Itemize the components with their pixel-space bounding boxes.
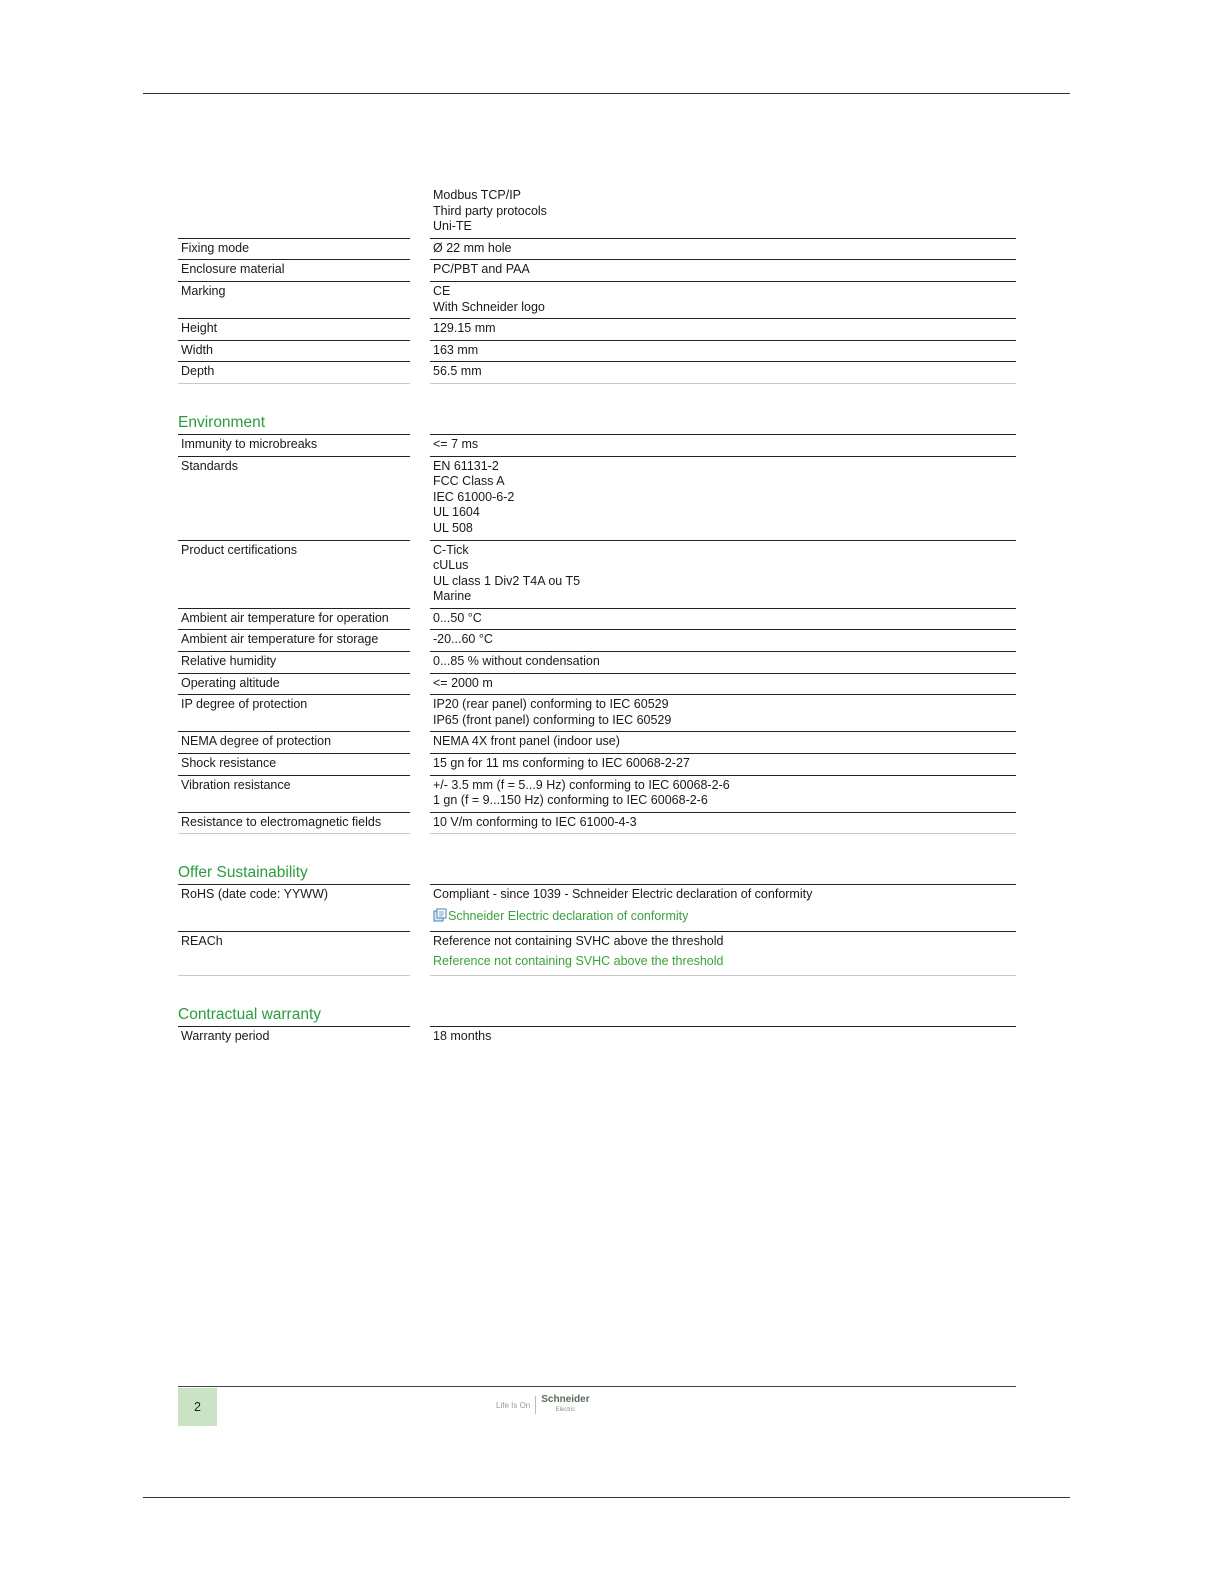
reach-svhc-link[interactable]: Reference not containing SVHC above the threshold xyxy=(433,954,724,969)
spec-row-nema-protection: NEMA degree of protection NEMA 4X front panel (indoor use) xyxy=(178,732,1016,754)
page-number-badge: 2 xyxy=(178,1388,217,1426)
sustainability-table xyxy=(178,884,1016,975)
spec-row-warranty: Warranty period 18 months xyxy=(178,1026,1016,1047)
section-title-environment: Environment xyxy=(178,413,266,431)
warranty-table xyxy=(178,1026,1016,1048)
spec-row-immunity: Immunity to microbreaks <= 7 ms xyxy=(178,434,1016,456)
rohs-declaration-link[interactable]: Schneider Electric declaration of conformity xyxy=(448,909,689,923)
general-table xyxy=(178,186,1016,384)
top-page-rule xyxy=(143,93,1070,94)
spec-row-temp-operation: Ambient air temperature for operation 0...50 °C xyxy=(178,608,1016,630)
spec-row-reach: REACh Reference not containing SVHC above the threshold Reference not containing SVHC above the threshold xyxy=(178,931,1016,975)
spec-row-humidity: Relative humidity 0...85 % without condensation xyxy=(178,652,1016,674)
datasheet-content xyxy=(178,186,1016,1047)
bottom-page-rule xyxy=(143,1497,1070,1498)
spec-row-fixing-mode: Fixing mode Ø 22 mm hole xyxy=(178,238,1016,260)
logo-brand: Schneider Electric xyxy=(541,1394,590,1413)
spec-row-width: Width 163 mm xyxy=(178,340,1016,362)
spec-row-emc: Resistance to electromagnetic fields 10 V/m conforming to IEC 61000-4-3 xyxy=(178,812,1016,834)
spec-row-standards: Standards EN 61131-2 FCC Class A IEC 61000-6-2 UL 1604 UL 508 xyxy=(178,456,1016,540)
logo-separator xyxy=(535,1396,536,1414)
spec-row-rohs: RoHS (date code: YYWW) Compliant - since 1039 - Schneider Electric declaration of conformity Schneider Electric declaration of conformity xyxy=(178,885,1016,931)
schneider-logo xyxy=(496,1395,590,1415)
footer-rule xyxy=(178,1386,1016,1387)
spec-row-altitude: Operating altitude <= 2000 m xyxy=(178,673,1016,695)
spec-row-enclosure-material: Enclosure material PC/PBT and PAA xyxy=(178,260,1016,282)
environment-table xyxy=(178,434,1016,834)
spec-row-certifications: Product certifications C-Tick cULus UL class 1 Div2 T4A ou T5 Marine xyxy=(178,540,1016,608)
spec-row-vibration: Vibration resistance +/- 3.5 mm (f = 5...9 Hz) conforming to IEC 60068-2-6 1 gn (f = 9...150 Hz) conforming to IEC 60068-2-6 xyxy=(178,775,1016,812)
communication-row xyxy=(178,186,1016,238)
document-icon xyxy=(433,908,447,922)
communication-values: Modbus TCP/IP Third party protocols Uni-TE xyxy=(433,188,547,234)
spec-row-temp-storage: Ambient air temperature for storage -20...60 °C xyxy=(178,630,1016,652)
section-title-sustainability: Offer Sustainability xyxy=(178,864,308,882)
spec-row-ip-protection: IP degree of protection IP20 (rear panel) conforming to IEC 60529 IP65 (front panel) conforming to IEC 60529 xyxy=(178,695,1016,732)
logo-tagline: Life Is On xyxy=(496,1400,531,1410)
spec-row-shock: Shock resistance 15 gn for 11 ms conforming to IEC 60068-2-27 xyxy=(178,754,1016,776)
section-title-warranty: Contractual warranty xyxy=(178,1005,322,1023)
spec-row-marking: Marking CE With Schneider logo xyxy=(178,281,1016,318)
spec-row-depth: Depth 56.5 mm xyxy=(178,362,1016,384)
spec-row-height: Height 129.15 mm xyxy=(178,319,1016,341)
communication-label xyxy=(178,186,410,238)
